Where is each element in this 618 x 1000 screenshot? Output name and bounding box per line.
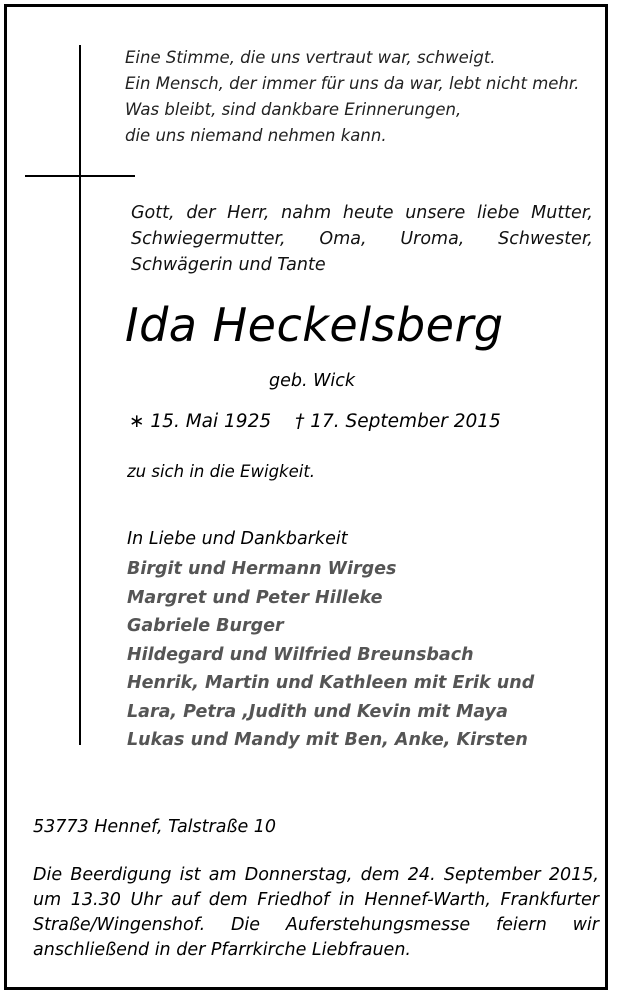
word: dem (360, 865, 400, 885)
word: Straße/Wingenshof. (33, 915, 206, 935)
word: liebe (477, 203, 520, 223)
word: Hennef-Warth, (364, 890, 491, 910)
word: am (208, 865, 237, 885)
word: wir (572, 915, 599, 935)
word: Die (33, 865, 63, 885)
mourner-entry: Gabriele Burger (127, 616, 284, 636)
mourner-entry: Margret und Peter Hilleke (127, 587, 383, 608)
mourner-entry: Birgit und Hermann Wirges (127, 559, 397, 579)
mourners-list (127, 555, 534, 755)
word: Die (230, 915, 261, 935)
funeral-line-1 (33, 863, 599, 888)
intro-line-1 (131, 200, 593, 226)
word: Friedhof (257, 890, 330, 910)
love-line: In Liebe und Dankbarkeit (127, 529, 348, 549)
maiden-name: geb. Wick (269, 371, 356, 391)
word: Uhr (130, 890, 162, 910)
word: nahm (281, 203, 332, 223)
word: 2015, (548, 865, 599, 885)
word: Auferstehungsmesse (285, 915, 471, 935)
poem-line: Eine Stimme, die uns vertraut war, schweigt. (125, 48, 496, 67)
word: 13.30 (70, 890, 121, 910)
word: Uroma, (400, 229, 465, 249)
life-dates (129, 411, 501, 432)
mourner-entry: Hildegard und Wilfried Breunsbach (127, 644, 474, 665)
word: unsere (405, 203, 466, 223)
deceased-name: Ida Heckelsberg (125, 298, 504, 352)
cross-vertical-bar (79, 45, 81, 745)
mourner-entry: Lara, Petra ,Judith und Kevin mit Maya (127, 701, 508, 722)
funeral-line-2 (33, 888, 599, 913)
word: der (186, 203, 216, 223)
address: 53773 Hennef, Talstraße 10 (33, 817, 277, 837)
death-date: 17. September 2015 (310, 411, 501, 432)
eternity-text: zu sich in die Ewigkeit. (127, 462, 316, 481)
word: Herr, (227, 203, 270, 223)
word: 24. (407, 865, 436, 885)
word: Schwester, (498, 229, 593, 249)
poem (125, 45, 579, 149)
obituary-frame (4, 4, 608, 990)
funeral-notice (33, 863, 599, 963)
death-cross-icon: † (295, 411, 305, 432)
word: heute (342, 203, 394, 223)
funeral-line-4: anschließend in der Pfarrkirche Liebfrauen. (33, 940, 411, 960)
intro-text (131, 200, 593, 278)
word: um (33, 890, 62, 910)
word: September (443, 865, 541, 885)
mourner-entry: Henrik, Martin und Kathleen mit Erik und (127, 673, 535, 693)
intro-line-2 (131, 226, 593, 252)
word: Schwiegermutter, (131, 229, 286, 249)
birth-star-icon: ∗ (129, 411, 145, 432)
word: in (338, 890, 355, 910)
word: feiern (495, 915, 547, 935)
intro-line-3: Schwägerin und Tante (131, 255, 326, 275)
mourner-entry: Lukas und Mandy mit Ben, Anke, Kirsten (127, 730, 528, 750)
word: Donnerstag, (244, 865, 353, 885)
word: ist (179, 865, 201, 885)
funeral-line-3 (33, 913, 599, 938)
poem-line: Ein Mensch, der immer für uns da war, lebt nicht mehr. (125, 74, 580, 93)
word: auf (171, 890, 200, 910)
poem-line: die uns niemand nehmen kann. (125, 126, 387, 145)
poem-line: Was bleibt, sind dankbare Erinnerungen, (125, 100, 462, 119)
word: Mutter, (531, 203, 593, 223)
word: dem (208, 890, 248, 910)
birth-date: 15. Mai 1925 (150, 411, 272, 432)
word: Frankfurter (500, 890, 599, 910)
word: Gott, (131, 203, 175, 223)
word: Oma, (319, 229, 367, 249)
cross-horizontal-bar (25, 175, 135, 177)
word: Beerdigung (70, 865, 172, 885)
